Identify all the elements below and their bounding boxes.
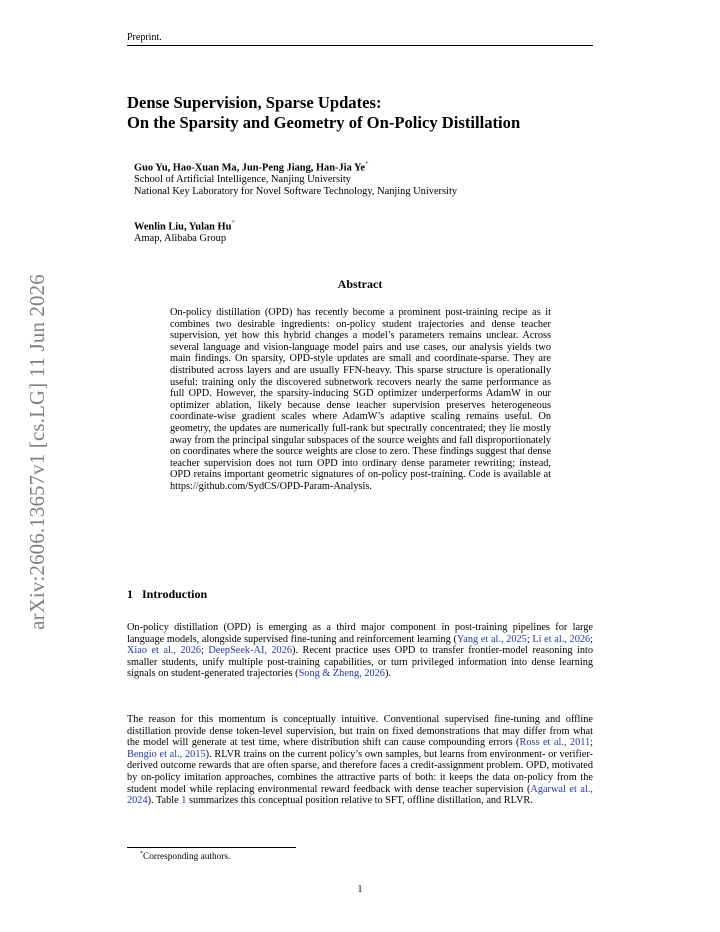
section-number: 1	[127, 587, 133, 601]
paragraph-text: summarizes this conceptual position relative to SFT, offline distillation, and RLVR.	[186, 795, 533, 807]
section-title: Introduction	[142, 587, 208, 601]
affiliation: Amap, Alibaba Group	[134, 233, 227, 245]
footnote-text: Corresponding authors.	[143, 852, 231, 863]
author-block-1	[134, 159, 457, 197]
author-names: Guo Yu, Hao-Xuan Ma, Jun-Peng Jiang, Han-Jia Ye*	[134, 160, 369, 174]
corresponding-mark: *	[364, 160, 369, 168]
citation-link[interactable]: Bengio et al., 2015	[127, 748, 206, 760]
arxiv-stamp-text: arXiv:2606.13657v1 [cs.LG] 11 Jun 2026	[26, 274, 49, 630]
affiliation: National Key Laboratory for Novel Software Technology, Nanjing University	[134, 185, 458, 197]
citation-link[interactable]: Song & Zheng, 2026	[298, 668, 385, 680]
paragraph-text: ). RLVR trains on the current policy’s own samples, but learns from environment- or verifier-derived outcome rewards that are often sparse, and therefore faces a credit-assignment problem. OPD, motivated by on-policy imitation approaches, combines the attractive parts of both: it keeps the data on-policy from the student model while replacing environmental reward feedback with dense teacher supervision (	[127, 748, 593, 795]
paragraph-text: ). Table	[147, 795, 182, 807]
footnote-mark: *	[140, 851, 143, 857]
header-rule	[127, 45, 593, 46]
citation-link[interactable]: Agarwal et al., 2024	[127, 783, 593, 807]
citation-link[interactable]: Xiao et al., 2026	[127, 645, 202, 657]
intro-paragraph-2	[127, 714, 593, 807]
title-line-1: Dense Supervision, Sparse Updates:	[127, 93, 382, 112]
citation-link[interactable]: Ross et al., 2011	[519, 737, 591, 749]
paper-title	[127, 93, 597, 133]
citation-link[interactable]: DeepSeek-AI, 2026	[208, 645, 293, 657]
citation-link[interactable]: Yang et al., 2025	[456, 633, 527, 645]
page-number: 1	[357, 884, 363, 895]
abstract-heading: Abstract	[337, 277, 383, 291]
affiliation: School of Artificial Intelligence, Nanjing University	[134, 174, 351, 186]
paragraph-text: ;	[526, 633, 533, 645]
paragraph-text: On-policy distillation (OPD) is emerging as a third major component in post-training pipelines for large language models, alongside supervised fine-tuning and reinforcement learning (	[127, 622, 593, 645]
abstract-text: On-policy distillation (OPD) has recently become a prominent post-training recipe as it combines two desirable ingredients: on-policy student trajectories and dense teacher supervision, yet how this hybrid changes a model’s parameters remains unclear. Across several language and vision-language model pairs and use cases, our analysis yields two main findings. On sparsity, OPD-style updates are small and coordinate-sparse. They are distributed across layers and are usually FFN-heavy. This sparse structure is operationally useful: training only the discovered subnetwork recovers nearly the same performance as full OPD. However, the sparsity-inducing SGD optimizer underperforms AdamW in our optimizer ablation, likely because dense teacher supervision preserves heterogeneous coordinate-wise gradient scales where AdamW’s adaptive scaling remains useful. On geometry, the updates are numerically full-rank but spectrally concentrated; they lie mostly away from the principal singular subspaces of the source weights and fall disproportionately on coordinates where the source weights are close to zero. These findings suggest that dense teacher supervision does not turn OPD into ordinary dense parameter rewriting; instead, OPD retains important geometric signatures of on-policy post-training. Code is available at https://github.com/SydCS/OPD-Param-Analysis.	[170, 307, 551, 492]
citation-link[interactable]: 1	[181, 795, 187, 807]
section-heading-introduction	[127, 587, 207, 602]
paragraph-text: The reason for this momentum is conceptually intuitive. Conventional supervised fine-tuning and offline distillation provide dense token-level supervision, but train on fixed demonstrations that may differ from what the model will generate at test time, where distribution shift can cause compounding errors (	[127, 714, 593, 749]
title-line-2: On the Sparsity and Geometry of On-Policy Distillation	[127, 113, 521, 132]
corresponding-mark: *	[231, 219, 235, 227]
citation-link[interactable]: Li et al., 2026	[532, 633, 591, 645]
paragraph-text: ;	[590, 633, 594, 645]
paragraph-text: ;	[590, 737, 594, 749]
running-header: Preprint.	[127, 32, 162, 43]
paragraph-text: ;	[201, 645, 209, 657]
paragraph-text: ). Recent practice uses OPD to transfer frontier-model reasoning into smaller students, unify multiple post-training capabilities, or turn privileged information into dense learning signals on student-generated trajectories (	[127, 645, 594, 680]
paragraph-text: ).	[384, 668, 391, 680]
footnote	[140, 851, 230, 862]
footnote-rule	[127, 847, 296, 848]
author-names: Wenlin Liu, Yulan Hu*	[134, 219, 235, 233]
author-block-2	[134, 218, 235, 245]
intro-paragraph-1	[127, 622, 593, 680]
